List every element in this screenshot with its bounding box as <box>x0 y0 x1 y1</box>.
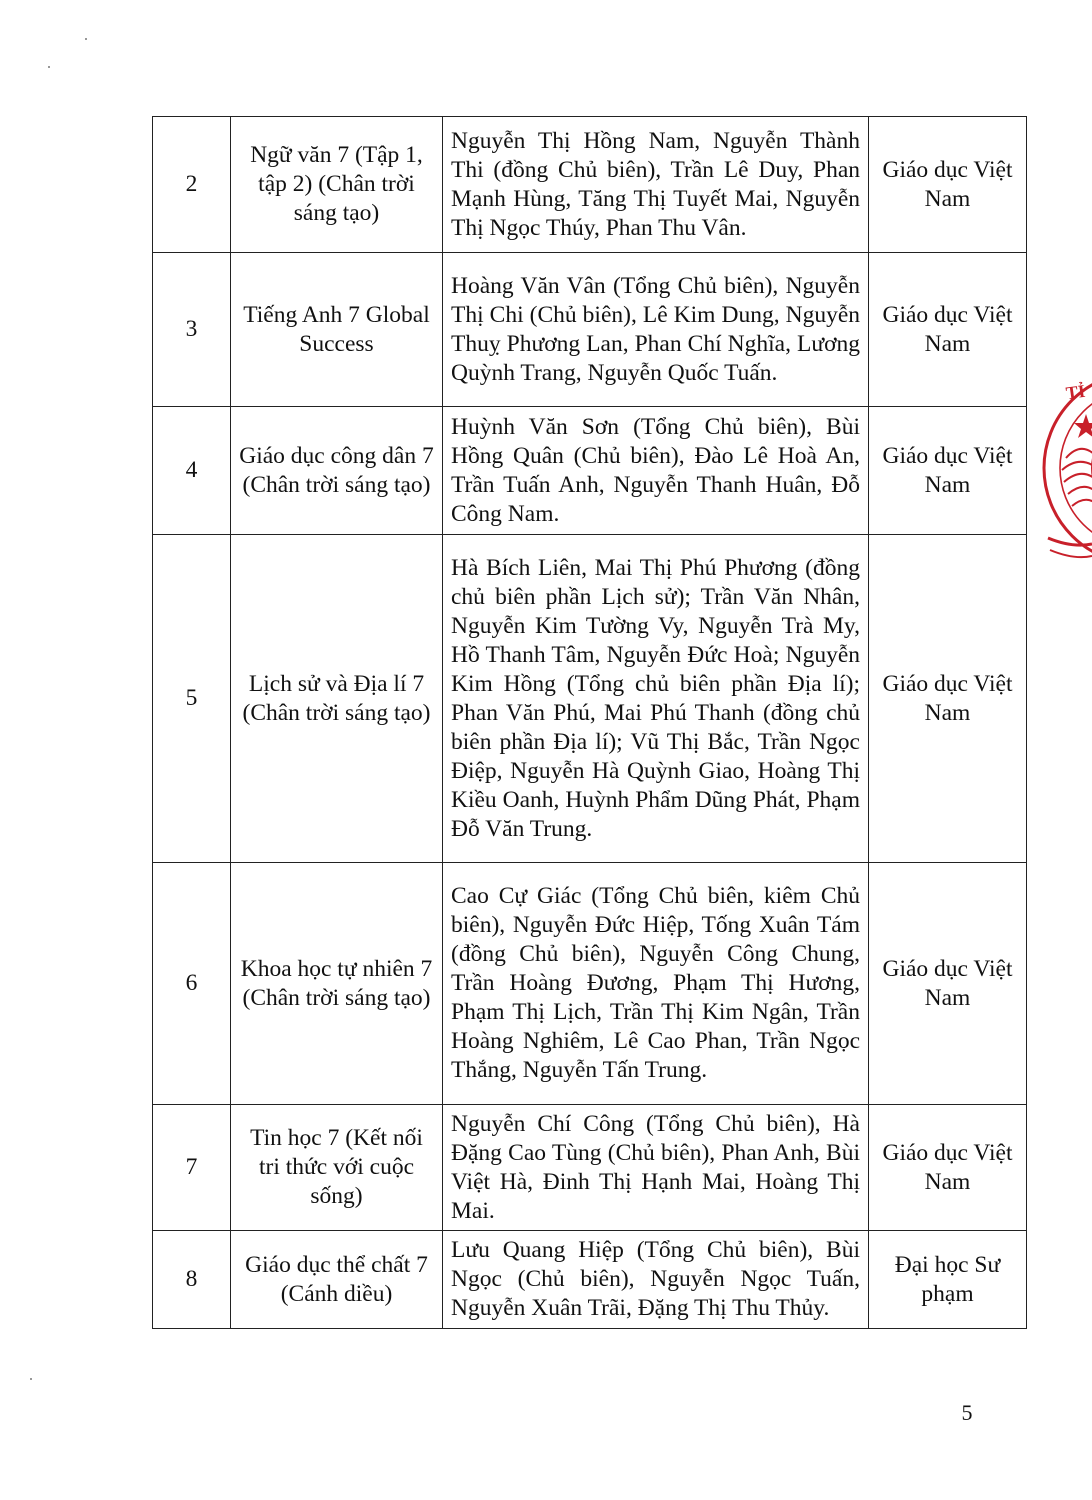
table-row <box>153 407 1027 535</box>
official-seal-fragment <box>1036 362 1092 572</box>
table-row <box>153 1231 1027 1329</box>
book-authors: Hoàng Văn Vân (Tổng Chủ biên), Nguyễn Thị Chi (Chủ biên), Lê Kim Dung, Nguyễn Thuỵ Phương Lan, Phan Chí Nghĩa, Lương Quỳnh Trang, Nguyễn Quốc Tuấn. <box>443 253 869 407</box>
row-number: 4 <box>153 407 231 535</box>
row-number: 7 <box>153 1105 231 1231</box>
book-title: Giáo dục thể chất 7 (Cánh diều) <box>231 1231 443 1329</box>
book-publisher: Giáo dục Việt Nam <box>869 407 1027 535</box>
table-row <box>153 1105 1027 1231</box>
book-title: Tin học 7 (Kết nối tri thức với cuộc sống) <box>231 1105 443 1231</box>
book-publisher: Đại học Sư phạm <box>869 1231 1027 1329</box>
book-publisher: Giáo dục Việt Nam <box>869 863 1027 1105</box>
scan-speck <box>85 38 87 40</box>
book-title: Khoa học tự nhiên 7 (Chân trời sáng tạo) <box>231 863 443 1105</box>
table-row <box>153 863 1027 1105</box>
book-authors: Nguyễn Thị Hồng Nam, Nguyễn Thành Thi (đồng Chủ biên), Trần Lê Duy, Phan Mạnh Hùng, Tăng Thị Tuyết Mai, Nguyễn Thị Ngọc Thúy, Phan Thu Vân. <box>443 117 869 253</box>
book-authors: Huỳnh Văn Sơn (Tổng Chủ biên), Bùi Hồng Quân (Chủ biên), Đào Lê Hoà An, Trần Tuấn Anh, Nguyễn Thanh Huân, Đỗ Công Nam. <box>443 407 869 535</box>
book-authors: Cao Cự Giác (Tổng Chủ biên, kiêm Chủ biên), Nguyễn Đức Hiệp, Tống Xuân Tám (đồng Chủ biên), Nguyễn Công Chung, Trần Hoàng Đương, Phạm Thị Hương, Phạm Thị Lịch, Trần Thị Kim Ngân, Trần Hoàng Nghiêm, Lê Cao Phan, Trần Ngọc Thắng, Nguyễn Tấn Trung. <box>443 863 869 1105</box>
textbook-table <box>152 116 1027 1329</box>
row-number: 6 <box>153 863 231 1105</box>
book-publisher: Giáo dục Việt Nam <box>869 1105 1027 1231</box>
seal-text: TỈ <box>1064 380 1087 404</box>
book-authors: Lưu Quang Hiệp (Tổng Chủ biên), Bùi Ngọc (Chủ biên), Nguyễn Ngọc Tuấn, Nguyễn Xuân Trãi, Đặng Thị Thu Thủy. <box>443 1231 869 1329</box>
book-publisher: Giáo dục Việt Nam <box>869 253 1027 407</box>
row-number: 8 <box>153 1231 231 1329</box>
book-authors: Hà Bích Liên, Mai Thị Phú Phương (đồng chủ biên phần Lịch sử); Trần Văn Nhân, Nguyễn Kim Tường Vy, Nguyễn Trà My, Hồ Thanh Tâm, Nguyễn Đức Hoà; Nguyễn Kim Hồng (Tổng chủ biên phần Địa lí); Phan Văn Phú, Mai Phú Thanh (đồng chủ biên phần Địa lí); Vũ Thị Bắc, Trần Ngọc Điệp, Nguyễn Hà Quỳnh Giao, Hoàng Thị Kiều Oanh, Huỳnh Phẩm Dũng Phát, Phạm Đỗ Văn Trung. <box>443 535 869 863</box>
scan-speck <box>30 1378 32 1380</box>
table-row <box>153 117 1027 253</box>
book-title: Giáo dục công dân 7 (Chân trời sáng tạo) <box>231 407 443 535</box>
seal-icon <box>1036 362 1092 572</box>
book-publisher: Giáo dục Việt Nam <box>869 535 1027 863</box>
table-row <box>153 253 1027 407</box>
row-number: 5 <box>153 535 231 863</box>
book-title: Lịch sử và Địa lí 7 (Chân trời sáng tạo) <box>231 535 443 863</box>
book-publisher: Giáo dục Việt Nam <box>869 117 1027 253</box>
table-row <box>153 535 1027 863</box>
book-authors: Nguyễn Chí Công (Tổng Chủ biên), Hà Đặng Cao Tùng (Chủ biên), Phan Anh, Bùi Việt Hà, Đinh Thị Hạnh Mai, Hoàng Thị Mai. <box>443 1105 869 1231</box>
scan-speck <box>48 66 50 68</box>
row-number: 3 <box>153 253 231 407</box>
page-number: 5 <box>961 1400 973 1425</box>
row-number: 2 <box>153 117 231 253</box>
book-title: Ngữ văn 7 (Tập 1, tập 2) (Chân trời sáng tạo) <box>231 117 443 253</box>
book-title: Tiếng Anh 7 Global Success <box>231 253 443 407</box>
